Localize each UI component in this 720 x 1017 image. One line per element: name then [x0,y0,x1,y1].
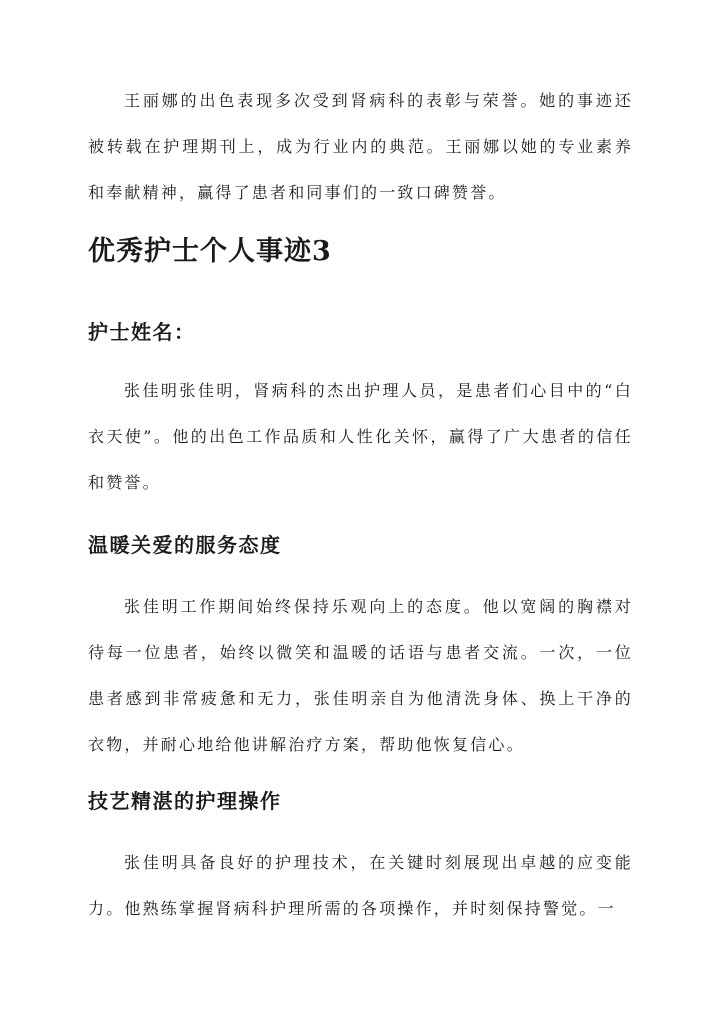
nursing-skill-heading: 技艺精湛的护理操作 [88,789,282,813]
nurse-name-heading: 护士姓名： [88,320,196,344]
service-attitude-paragraph: 张佳明工作期间始终保持乐观向上的态度。他以宽阔的胸襟对待每一位患者，始终以微笑和温暖的话语与患者交流。一次，一位患者感到非常疲惫和无力，张佳明亲自为他清洗身体、换上干净的衣物，并耐心地给他讲解治疗方案，帮助他恢复信心。 [88,597,633,754]
profile-paragraph: 张佳明张佳明，肾病科的杰出护理人员，是患者们心目中的“白衣天使”。他的出色工作品质和人性化关怀，赢得了广大患者的信任和赞誉。 [88,381,633,492]
intro-paragraph: 王丽娜的出色表现多次受到肾病科的表彰与荣誉。她的事迹还被转载在护理期刊上，成为行业内的典范。王丽娜以她的专业素养和奉献精神，赢得了患者和同事们的一致口碑赞誉。 [88,91,633,202]
nursing-skill-paragraph: 张佳明具备良好的护理技术，在关键时刻展现出卓越的应变能力。他熟练掌握肾病科护理所需的各项操作，并时刻保持警觉。一 [88,853,633,918]
service-attitude-heading: 温暖关爱的服务态度 [88,533,282,557]
main-heading: 优秀护士个人事迹3 [88,236,332,267]
